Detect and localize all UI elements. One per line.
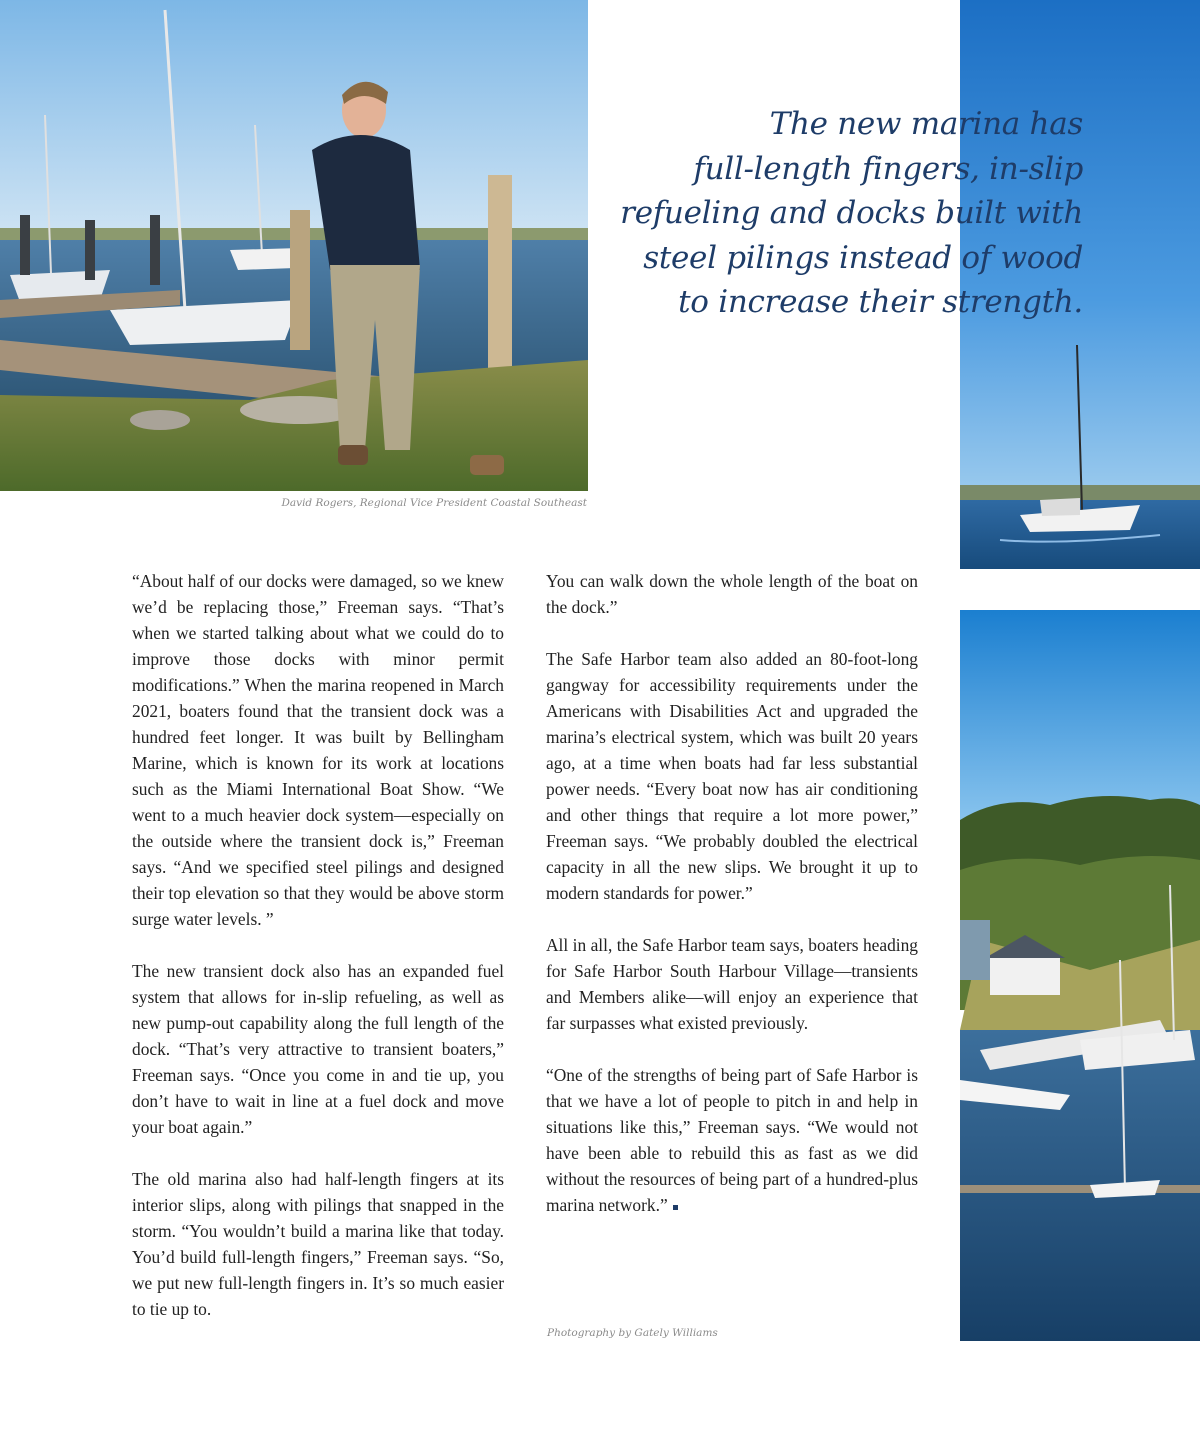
article-paragraph: The old marina also had half-length fingers at its interior slips, along with pilings that snapped in the storm. “You wouldn’t build a marina like that today. You’d build full-length fingers,” Freeman says. “So, we put new full-length fingers in. It’s so much easier to tie up to. — [132, 1169, 504, 1319]
photo-david-rogers-at-marina — [0, 0, 588, 491]
article-paragraph-final — [546, 1062, 918, 1218]
article-column-right — [546, 568, 918, 1244]
pull-quote-line: steel pilings instead of wood — [643, 239, 1083, 276]
photo-caption: David Rogers, Regional Vice President Coastal Southeast — [281, 497, 587, 509]
pull-quote-line: full-length fingers, in-slip — [693, 150, 1083, 187]
pull-quote — [600, 102, 1083, 325]
article-column-left — [132, 568, 504, 1348]
article-paragraph: You can walk down the whole length of the boat on the dock.” — [546, 571, 918, 617]
article-paragraph: The Safe Harbor team also added an 80-foot-long gangway for accessibility requirements under the Americans with Disabilities Act and upgraded the marina’s electrical system, which was built 20 years ago, at a time when boats had far less substantial power needs. “Every boat now has air conditioning and other things that require a lot more power,” Freeman says. “We probably doubled the electrical capacity in all the new slips. We brought it up to modern standards for power.” — [546, 649, 918, 903]
article-paragraph: All in all, the Safe Harbor team says, boaters heading for Safe Harbor South Harbour Village—transients and Members alike—will enjoy an experience that far surpasses what existed previously. — [546, 935, 918, 1033]
article-paragraph-text: “One of the strengths of being part of Safe Harbor is that we have a lot of people to pitch in and help in situations like this,” Freeman says. “We would not have been able to rebuild this as fast as we did without the resources of being part of a hundred-plus marina network.” — [546, 1065, 918, 1215]
pull-quote-line: refueling and docks built with — [620, 195, 1083, 231]
pull-quote-line: The new marina has — [769, 106, 1083, 142]
photo-credit: Photography by Gately Williams — [547, 1327, 718, 1339]
end-mark-icon — [673, 1205, 678, 1210]
photo-harbor-aerial — [960, 610, 1200, 1341]
pull-quote-line: to increase their strength. — [678, 284, 1083, 320]
article-paragraph: “About half of our docks were damaged, so we knew we’d be replacing those,” Freeman says. “That’s when we started talking about what we could do to improve those docks with minor permit modifications.” When the marina reopened in March 2021, boaters found that the transient dock was a hundred feet longer. It was built by Bellingham Marine, which is known for its work at locations such as the Miami International Boat Show. “We went to a much heavier dock system—especially on the outside where the transient dock is,” Freeman says. “And we specified steel pilings and designed their top elevation so that they would be above storm surge water levels. ” — [132, 571, 504, 929]
article-paragraph: The new transient dock also has an expanded fuel system that allows for in-slip refueling, as well as new pump-out capability along the full length of the dock. “That’s very attractive to transient boaters,” Freeman says. “Once you come in and tie up, you don’t have to wait in line at a fuel dock and move your boat again.” — [132, 961, 504, 1137]
